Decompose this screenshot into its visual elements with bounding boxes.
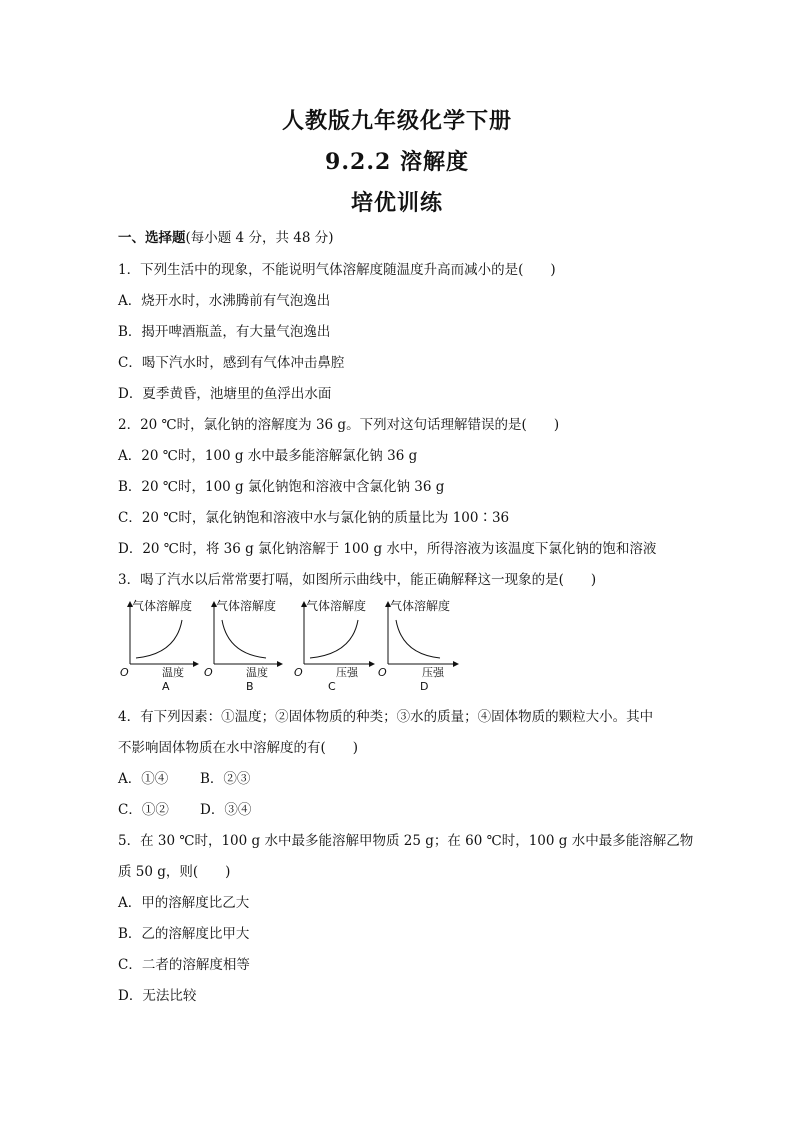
panel-b [204,598,282,693]
panel-c-letter: C [328,680,336,693]
section-note: (每小题 4 分，共 48 分) [185,230,334,246]
question-2-option-d: D．20 ℃时，将 36 g 氯化钠溶解于 100 g 水中，所得溶液为该温度下氯化钠的饱和溶液 [118,541,657,557]
panel-d [378,598,458,693]
question-5-option-c: C．二者的溶解度相等 [118,957,250,973]
question-5-stem-line1: 5．在 30 ℃时，100 g 水中最多能溶解甲物质 25 g；在 60 ℃时，100 g 水中最多能溶解乙物 [118,833,694,849]
section-heading: 培优训练 [350,190,443,216]
question-2-stem: 2．20 ℃时，氯化钠的溶解度为 36 g。下列对这句话理解错误的是( ) [118,417,560,433]
curve-b [222,620,266,658]
curve-a [136,620,182,658]
solubility-curves-figure [118,594,478,698]
panel-a-origin: O [120,666,129,679]
panel-a-letter: A [162,680,170,693]
panel-c-origin: O [294,666,303,679]
panel-b-origin: O [204,666,213,679]
question-4-stem-line2: 不影响固体物质在水中溶解度的有( ) [118,740,359,756]
question-1-stem: 1．下列生活中的现象，不能说明气体溶解度随温度升高而减小的是( ) [118,262,556,278]
question-2-option-a: A．20 ℃时，100 g 水中最多能溶解氯化钠 36 g [118,448,418,464]
question-5-option-d: D．无法比较 [118,988,197,1004]
panel-b-xlabel: 温度 [246,666,268,679]
panel-b-letter: B [246,680,254,693]
question-5-option-b: B．乙的溶解度比甲大 [118,926,250,942]
question-1-option-b: B．揭开啤酒瓶盖，有大量气泡逸出 [118,324,331,340]
panel-c-ylabel: 气体溶解度 [306,599,367,613]
section-label: 一、选择题 [118,230,186,246]
document-title: 人教版九年级化学下册 [281,108,512,134]
panel-d-letter: D [420,680,429,693]
question-1-option-c: C．喝下汽水时，感到有气体冲击鼻腔 [118,355,345,371]
curves-svg [118,594,478,698]
question-4-option-d: D．③④ [200,802,252,818]
question-4-option-c: C．①② [118,802,169,818]
panel-d-origin: O [378,666,387,679]
panel-d-ylabel: 气体溶解度 [390,599,451,613]
question-1-option-d: D．夏季黄昏，池塘里的鱼浮出水面 [118,386,332,402]
question-3-stem: 3．喝了汽水以后常常要打嗝，如图所示曲线中，能正确解释这一现象的是( ) [118,572,597,588]
panel-a [120,598,198,693]
lesson-title: 9.2.2 溶解度 [325,149,469,175]
curve-c [310,620,358,658]
curve-d [396,620,440,658]
question-5-stem-line2: 质 50 g，则( ) [118,864,231,880]
panel-a-ylabel: 气体溶解度 [132,599,193,613]
panel-b-ylabel: 气体溶解度 [216,599,277,613]
panel-d-xlabel: 压强 [422,666,444,679]
question-2-option-b: B．20 ℃时，100 g 氯化钠饱和溶液中含氯化钠 36 g [118,479,445,495]
panel-a-xlabel: 温度 [162,666,184,679]
question-1-option-a: A．烧开水时，水沸腾前有气泡逸出 [118,293,331,309]
question-4-option-b: B．②③ [200,771,251,787]
question-4-stem-line1: 4．有下列因素：①温度；②固体物质的种类；③水的质量；④固体物质的颗粒大小。其中 [118,709,654,725]
question-2-option-c: C．20 ℃时，氯化钠饱和溶液中水与氯化钠的质量比为 100∶36 [118,510,510,526]
panel-c-xlabel: 压强 [336,666,358,679]
question-4-option-a: A．①④ [118,771,169,787]
section-label-line [118,229,333,247]
panel-c [294,598,374,693]
question-5-option-a: A．甲的溶解度比乙大 [118,895,250,911]
